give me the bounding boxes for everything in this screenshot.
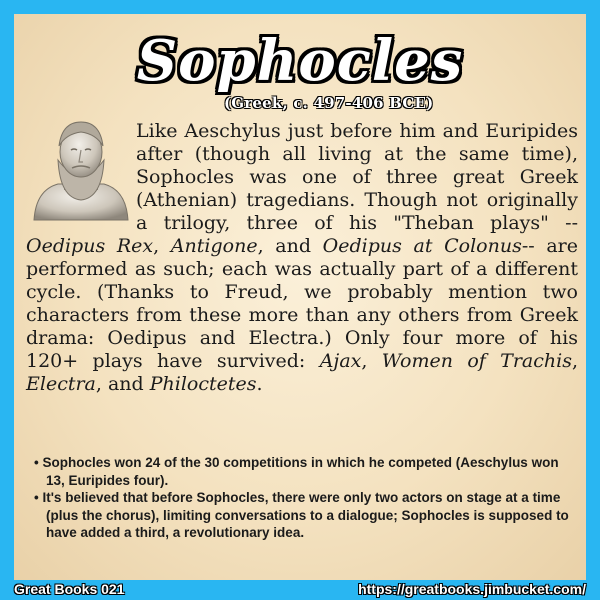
website-url[interactable]: https://greatbooks.jimbucket.com/ [358, 581, 586, 597]
paragraph-text: Like Aeschylus just before him and Euripides after (though all living at the same time), Sophocles was one of three great Greek (Athenian) tragedians. Though not originally a trilogy, three of his "Theban plays" -- [136, 120, 578, 234]
separator: , [571, 350, 579, 372]
play-title: Ajax [319, 350, 362, 372]
play-title: Electra [26, 373, 96, 395]
play-title: Philoctetes [149, 373, 257, 395]
portrait-spacer [26, 120, 136, 222]
fact-item: • Sophocles won 24 of the 30 competitions in which he competed (Aeschylus won 13, Euripides four). [34, 455, 559, 488]
fact-item: • It's believed that before Sophocles, there were only two actors on stage at a time (plus the chorus), limiting conversations to a dialogue; Sophocles is supposed to have added a third, a revolutionary idea. [34, 490, 569, 540]
play-title: Oedipus at Colonus [322, 235, 522, 257]
fact-list [34, 454, 574, 542]
parchment-card [14, 14, 586, 580]
separator: , [153, 235, 171, 257]
separator: . [256, 373, 263, 395]
play-title: Antigone [170, 235, 258, 257]
paragraph-text: -- are performed as such; each was actually part of a different cycle. (Thanks to Freud, we probably mention two characters from these more than any others from Greek drama: Oedipus and Electra.) Only four more of his 120+ plays have survived: [26, 235, 578, 372]
separator: , [361, 350, 382, 372]
separator: , and [95, 373, 150, 395]
series-label: Great Books 021 [14, 581, 125, 597]
page-title: Sophocles [136, 28, 464, 94]
play-title: Oedipus Rex [26, 235, 154, 257]
biography-paragraph [26, 120, 578, 396]
play-title: Women of Trachis [381, 350, 572, 372]
page-subtitle: (Greek, c. 497-406 BCE) [224, 94, 434, 112]
separator: , and [257, 235, 323, 257]
